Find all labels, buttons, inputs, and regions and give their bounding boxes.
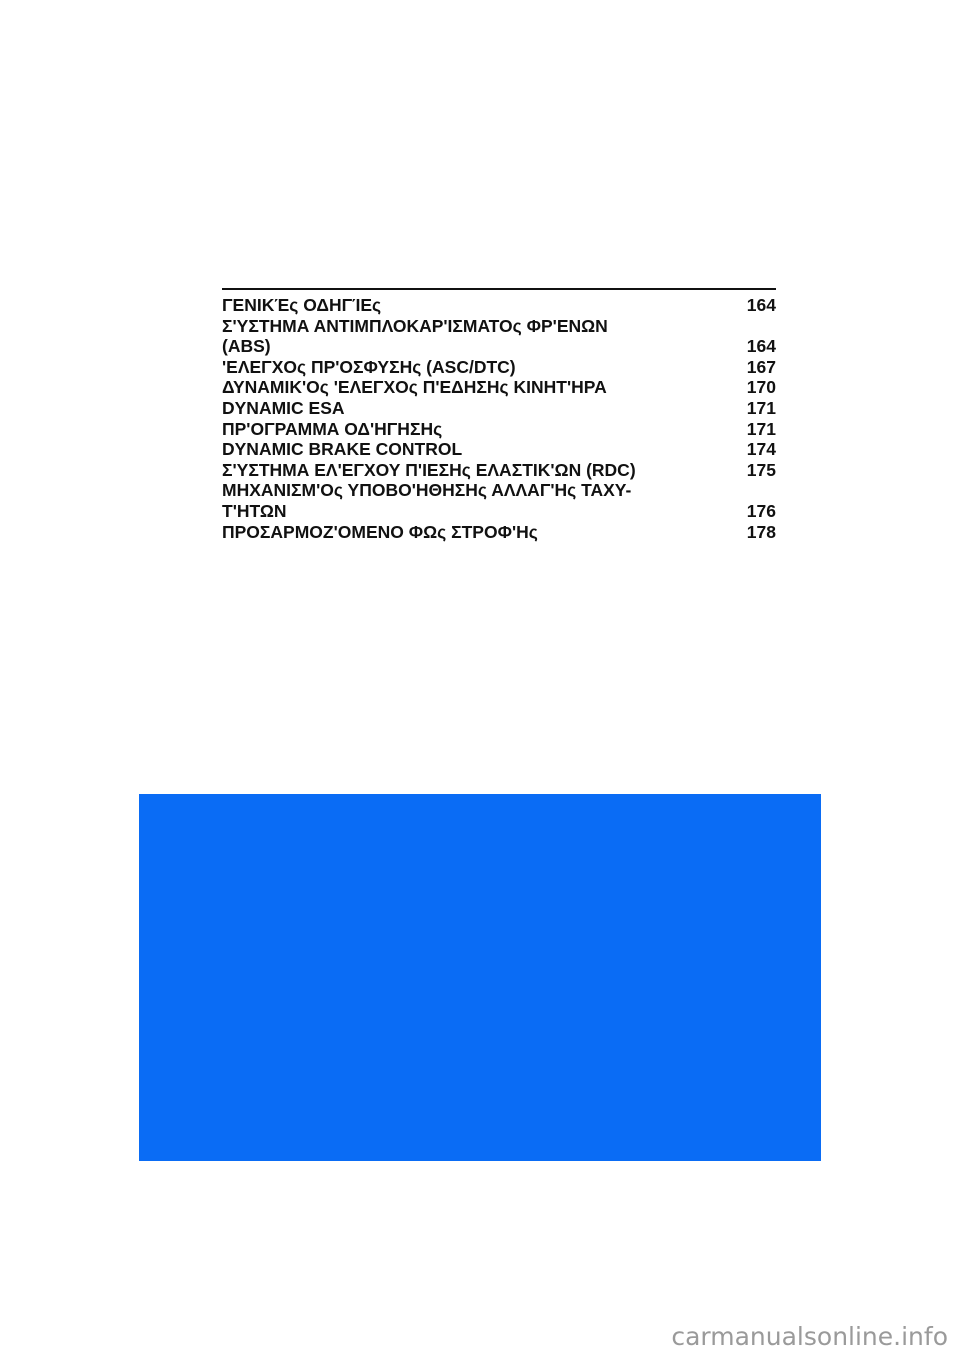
toc-entry[interactable] — [222, 480, 776, 521]
blue-chapter-panel — [139, 794, 821, 1161]
toc-entry-title: ΓΕΝΙΚΈς ΟΔΗΓΊΕς — [222, 295, 382, 315]
toc-entry[interactable] — [222, 460, 776, 481]
toc-line — [222, 357, 776, 378]
toc-line — [222, 439, 776, 460]
toc-entry-page: 167 — [746, 356, 776, 377]
toc-entry-title: Σ'ΥΣΤΗΜΑ ΑΝΤΙΜΠΛΟΚΑΡ'ΙΣΜΑΤΟς ΦΡ'ΕΝΩΝ — [222, 315, 608, 336]
toc-entry-page: 170 — [746, 377, 776, 398]
toc-line — [222, 480, 776, 501]
toc-line — [222, 377, 776, 398]
toc-entry-page: 175 — [746, 459, 776, 480]
toc-entry[interactable] — [222, 316, 776, 357]
toc-entry-title: ΜΗΧΑΝΙΣΜ'Ος ΥΠΟΒΟ'ΗΘΗΣΗς ΑΛΛΑΓ'Ης ΤΑΧΥ- — [222, 480, 632, 501]
toc-entry-title: DYNAMIC BRAKE CONTROL — [222, 439, 463, 460]
toc-entry-page: 171 — [746, 418, 776, 439]
toc-line — [222, 295, 776, 316]
toc-line — [222, 501, 776, 522]
toc-entry-page: 164 — [746, 336, 776, 357]
toc-entry-page: 176 — [746, 500, 776, 521]
toc-line — [222, 316, 776, 337]
toc-entry-title-continued: (ABS) — [222, 336, 271, 357]
toc-entry-title: 'ΕΛΕΓΧΟς ΠΡ'ΟΣΦΥΣΗς (ASC/DTC) — [222, 356, 516, 377]
toc-entry-title: ΔΥΝΑΜΙΚ'Ος 'ΕΛΕΓΧΟς Π'ΕΔΗΣΗς ΚΙΝΗΤ'ΗΡΑ — [222, 377, 607, 398]
toc-entry[interactable] — [222, 357, 776, 378]
toc-entry[interactable] — [222, 377, 776, 398]
toc-entry-title: DYNAMIC ESA — [222, 397, 345, 418]
toc-line — [222, 419, 776, 440]
toc-entry-page: 178 — [746, 521, 776, 542]
toc-entry[interactable] — [222, 522, 776, 543]
toc-line — [222, 460, 776, 481]
toc-entry-title: ΠΡ'ΟΓΡΑΜΜΑ ΟΔ'ΗΓΗΣΗς — [222, 418, 443, 439]
table-of-contents — [222, 288, 776, 542]
toc-line — [222, 522, 776, 543]
toc-entry[interactable] — [222, 295, 776, 316]
toc-entry-page: 164 — [746, 295, 776, 315]
toc-entry[interactable] — [222, 398, 776, 419]
toc-entry[interactable] — [222, 419, 776, 440]
toc-entry-page: 171 — [746, 397, 776, 418]
toc-entry-title-continued: Τ'ΗΤΩΝ — [222, 500, 287, 521]
toc-entry[interactable] — [222, 439, 776, 460]
toc-line — [222, 336, 776, 357]
toc-line — [222, 398, 776, 419]
toc-entry-title: ΠΡΟΣΑΡΜΟΖ'ΟΜΕΝΟ ΦΩς ΣΤΡΟΦ'Ης — [222, 521, 538, 542]
toc-entry-page: 174 — [746, 439, 776, 460]
toc-entry-title: Σ'ΥΣΤΗΜΑ ΕΛ'ΕΓΧΟΥ Π'ΙΕΣΗς ΕΛΑΣΤΙΚ'ΩΝ (RDC) — [222, 459, 636, 480]
watermark-text: carmanualsonline.info — [671, 1322, 948, 1351]
